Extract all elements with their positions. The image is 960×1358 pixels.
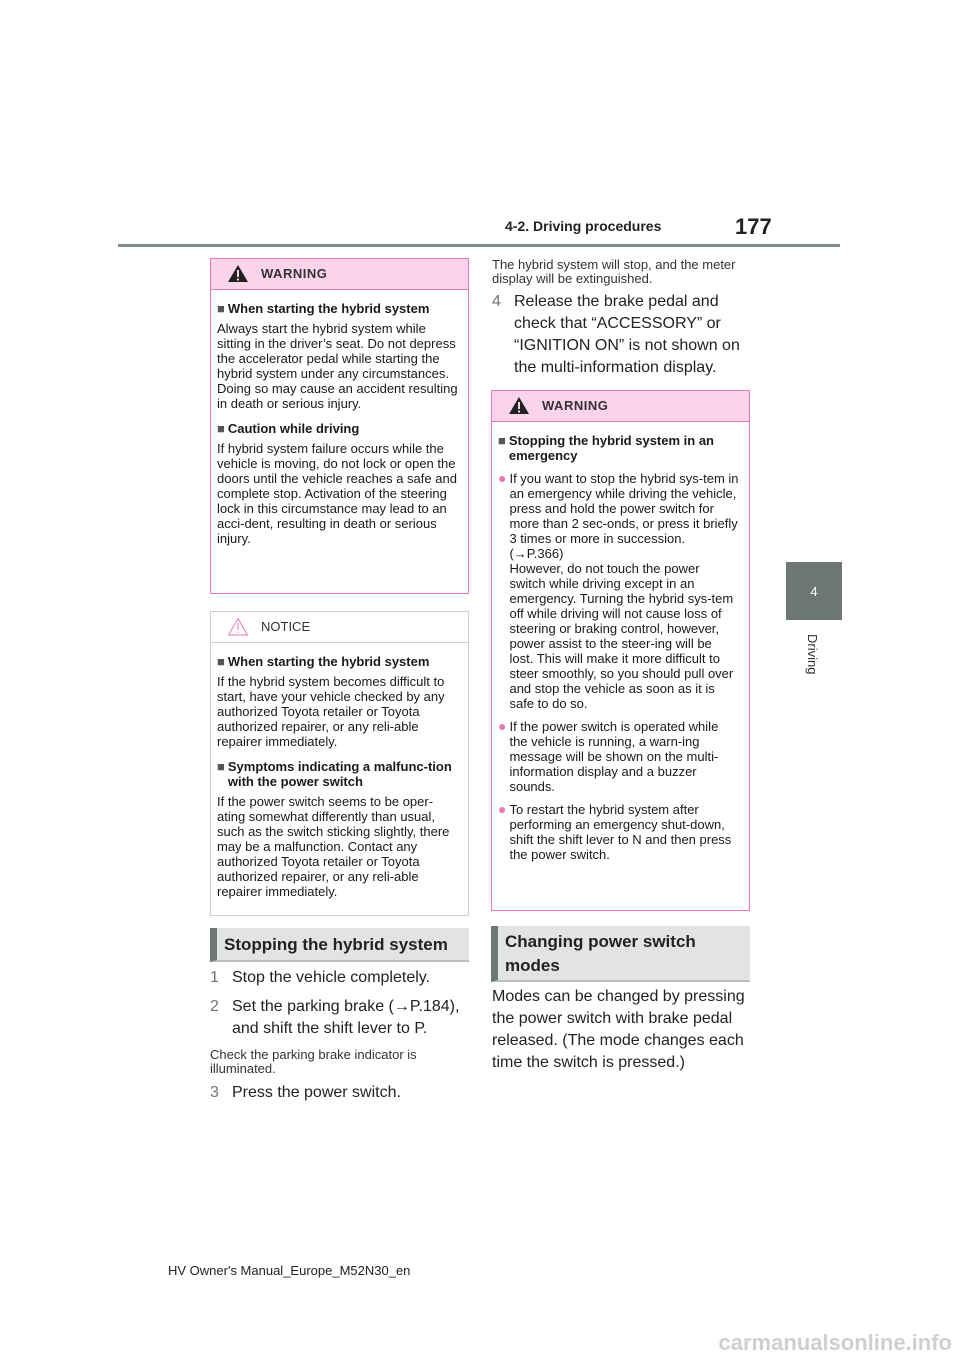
notice-item-title: ■ Symptoms indicating a malfunc-tion with the power switch [217,759,452,789]
caution-triangle-icon [227,617,249,641]
notice-item-text: If the power switch seems to be oper-ating somewhat differently than usual, such as the switch sticking slightly, there may be a malfunction. Contact any authorized Toyota retailer or Toyota authorized repairer, or any reli-able repairer immediately. [217,794,450,899]
chapter-label [786,630,842,690]
notice-label: NOTICE [261,619,311,634]
warning-item-text: If hybrid system failure occurs while the vehicle is moving, do not lock or open the doors until the vehicle reaches a safe and complete stop. Activation of the steering lock in this circumstance may lead to an acci-dent, resulting in death or serious injury. [217,441,457,546]
warning-item-title: ■ Caution while driving [217,421,360,436]
changing-text: Modes can be changed by pressing the power switch with brake pedal released. (The mode changes each time the switch is pressed.) [492,988,745,1071]
chapter-number: 4 [810,583,818,599]
warning-item-text: Always start the hybrid system while sitting in the driver’s seat. Do not depress the accelerator pedal while starting the hybrid system under any circumstances. Doing so may cause an accident resulting in death or serious injury. [217,321,458,411]
step-2: 2 Set the parking brake (→P.184), and shift the shift lever to P. [210,998,460,1037]
warning-header [211,259,468,290]
notice-item-text: If the hybrid system becomes difficult to start, have your vehicle checked by any authorized Toyota retailer or Toyota authorized repairer, or any reli-able repairer immediately. [217,674,445,749]
warning-label: WARNING [542,398,609,413]
notice-header [211,612,468,643]
header-rule [118,244,840,247]
warning-bullet: ● To restart the hybrid system after performing an emergency shut-down, shift the shift lever to N and then press the power switch. [498,801,732,862]
step-4: 4 Release the brake pedal and check that “ACCESSORY” or “IGNITION ON” is not shown on the multi-information display. [492,293,740,376]
footer-doc-id: HV Owner's Manual_Europe_M52N30_en [168,1263,411,1278]
step-3: 3 Press the power switch. [210,1084,401,1101]
step-1: 1 Stop the vehicle completely. [210,969,431,986]
warning-box-start [210,258,469,594]
page-number: 177 [735,214,772,239]
chapter-tab [786,562,842,620]
section-title: 4-2. Driving procedures [505,218,662,234]
heading-changing: Changing power switch modes [491,926,750,982]
chapter-label-text: Driving [805,634,820,675]
watermark: carmanualsonline.info [718,1330,952,1355]
warning-bullet: ● If the power switch is operated while the vehicle is running, a warn-ing message will be shown on the multi-information display and a buzzer sounds. [498,718,719,794]
warning-triangle-icon [227,264,249,288]
step-3-note: The hybrid system will stop, and the meter display will be extinguished. [492,257,736,286]
warning-item-title: ■ When starting the hybrid system [217,301,430,316]
step-2-note: Check the parking brake indicator is illuminated. [210,1047,417,1076]
warning-label: WARNING [261,266,328,281]
notice-box [210,611,469,916]
warning-item-title: ■ Stopping the hybrid system in an emergency [498,433,714,463]
heading-stopping: Stopping the hybrid system [210,928,469,962]
warning-header [492,391,749,422]
warning-box-emergency [491,390,750,911]
notice-item-title: ■ When starting the hybrid system [217,654,430,669]
warning-triangle-icon [508,396,530,420]
warning-bullet: ● If you want to stop the hybrid sys-tem in an emergency while driving the vehicle, press and hold the power switch for more than 2 sec-onds, or press it briefly 3 times or more in succession. (→P.366) However, do not touch the power switch while driving except in an emergency. Turning the hybrid sys-tem off while driving will not cause loss of steering or braking control, however, power assist to the steer-ing will be lost. This will make it more difficult to steer smoothly, so you should pull over and stop the vehicle as soon as it is safe to do so. [498,470,739,711]
